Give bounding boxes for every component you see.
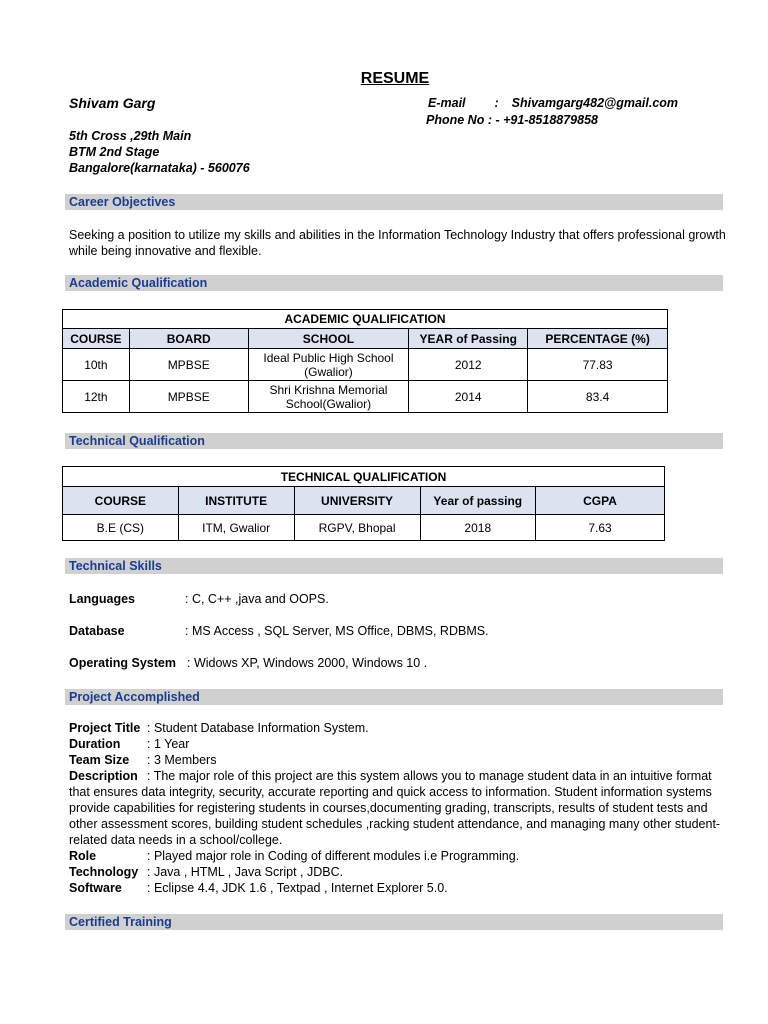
table-row (63, 381, 668, 413)
candidate-name: Shivam Garg (69, 95, 156, 111)
project-description-value: : The major role of this project are this system allows you to manage student data in an intuitive format that ensures data integrity, security, accurate reporting and quick access to information. Student information systems provide capabilities for registering students in courses,documenting grading, transcripts, results of student tests and other assessment scores, building student schedules ,racking student attendance, and managing many other student-related data needs in a school/college. (69, 769, 721, 847)
skill-database-label: Database (69, 624, 125, 638)
academic-header-year: YEAR of Passing (409, 329, 528, 349)
project-software-label: Software (69, 881, 122, 895)
cell-course: B.E (CS) (63, 515, 179, 541)
address-line-3: Bangalore(karnataka) - 560076 (69, 161, 250, 175)
table-row (63, 349, 668, 381)
section-academic (65, 275, 723, 291)
section-academic-title: Academic Qualification (69, 276, 208, 290)
cell-percentage: 83.4 (528, 381, 668, 413)
skill-languages-value: : C, C++ ,java and OOPS. (185, 592, 329, 606)
project-description-label: Description (69, 769, 138, 783)
project-software-value: : Eclipse 4.4, JDK 1.6 , Textpad , Internet Explorer 5.0. (147, 881, 448, 895)
section-technical (65, 433, 723, 449)
project-title-value: : Student Database Information System. (147, 721, 369, 735)
section-career (65, 194, 723, 210)
skill-os-value: : Widows XP, Windows 2000, Windows 10 . (187, 656, 428, 670)
academic-table (62, 309, 668, 413)
phone-label: Phone No (426, 113, 485, 127)
email-link[interactable]: Shivamgarg482@gmail.com (511, 96, 679, 110)
cell-board: MPBSE (129, 349, 248, 381)
cell-year: 2014 (409, 381, 528, 413)
skill-languages (69, 592, 329, 606)
academic-header-course: COURSE (63, 329, 130, 349)
address-line-1: 5th Cross ,29th Main (69, 129, 192, 143)
skill-database (69, 624, 489, 638)
cell-school: Ideal Public High School (Gwalior) (248, 349, 409, 381)
skill-languages-label: Languages (69, 592, 135, 606)
project-team-label: Team Size (69, 753, 130, 767)
academic-header-board: BOARD (129, 329, 248, 349)
technical-table (62, 466, 665, 541)
cell-institute: ITM, Gwalior (178, 515, 294, 541)
section-project-title: Project Accomplished (69, 690, 200, 704)
project-title-label: Project Title (69, 721, 141, 735)
project-technology-row (69, 864, 729, 880)
phone-value: : - +91-8518879858 (487, 113, 598, 127)
academic-table-caption: ACADEMIC QUALIFICATION (63, 310, 668, 329)
cell-cgpa: 7.63 (536, 515, 665, 541)
skill-os (69, 656, 427, 670)
technical-header-cgpa: CGPA (536, 487, 665, 515)
section-training (65, 914, 723, 930)
skill-database-value: : MS Access , SQL Server, MS Office, DBMS, RDBMS. (185, 624, 489, 638)
project-role-value: : Played major role in Coding of different modules i.e Programming. (147, 849, 520, 863)
cell-university: RGPV, Bhopal (294, 515, 420, 541)
cell-course: 10th (63, 349, 130, 381)
project-details (69, 720, 729, 896)
section-technical-title: Technical Qualification (69, 434, 205, 448)
resume-title: RESUME (360, 70, 430, 87)
project-duration-label: Duration (69, 737, 121, 751)
technical-header-course: COURSE (63, 487, 179, 515)
academic-header-school: SCHOOL (248, 329, 409, 349)
section-skills-title: Technical Skills (69, 559, 162, 573)
project-software-row (69, 880, 729, 896)
project-description-row (69, 768, 729, 848)
section-project (65, 689, 723, 705)
cell-year: 2018 (420, 515, 536, 541)
career-objective-text: Seeking a position to utilize my skills and abilities in the Information Technology Industry that offers professional growth while being innovative and flexible. (69, 228, 726, 258)
project-role-label: Role (69, 849, 97, 863)
cell-board: MPBSE (129, 381, 248, 413)
phone-row (426, 113, 598, 127)
section-training-title: Certified Training (69, 915, 172, 929)
project-team-row (69, 752, 729, 768)
cell-course: 12th (63, 381, 130, 413)
project-duration-row (69, 736, 729, 752)
technical-table-caption: TECHNICAL QUALIFICATION (63, 467, 665, 487)
project-team-value: : 3 Members (147, 753, 217, 767)
section-career-title: Career Objectives (69, 195, 176, 209)
table-row (63, 515, 665, 541)
academic-header-percentage: PERCENTAGE (%) (528, 329, 668, 349)
technical-header-university: UNIVERSITY (294, 487, 420, 515)
project-role-row (69, 848, 729, 864)
email-label: E-mail (428, 96, 466, 110)
cell-percentage: 77.83 (528, 349, 668, 381)
project-title-row (69, 720, 729, 736)
section-skills (65, 558, 723, 574)
project-duration-value: : 1 Year (147, 737, 190, 751)
email-separator: : (494, 96, 499, 110)
project-technology-label: Technology (69, 865, 139, 879)
cell-school: Shri Krishna Memorial School(Gwalior) (248, 381, 409, 413)
skill-os-label: Operating System (69, 656, 176, 670)
cell-year: 2012 (409, 349, 528, 381)
project-technology-value: : Java , HTML , Java Script , JDBC. (147, 865, 344, 879)
technical-header-year: Year of passing (420, 487, 536, 515)
technical-header-institute: INSTITUTE (178, 487, 294, 515)
address-line-2: BTM 2nd Stage (69, 145, 160, 159)
email-row (428, 96, 678, 110)
